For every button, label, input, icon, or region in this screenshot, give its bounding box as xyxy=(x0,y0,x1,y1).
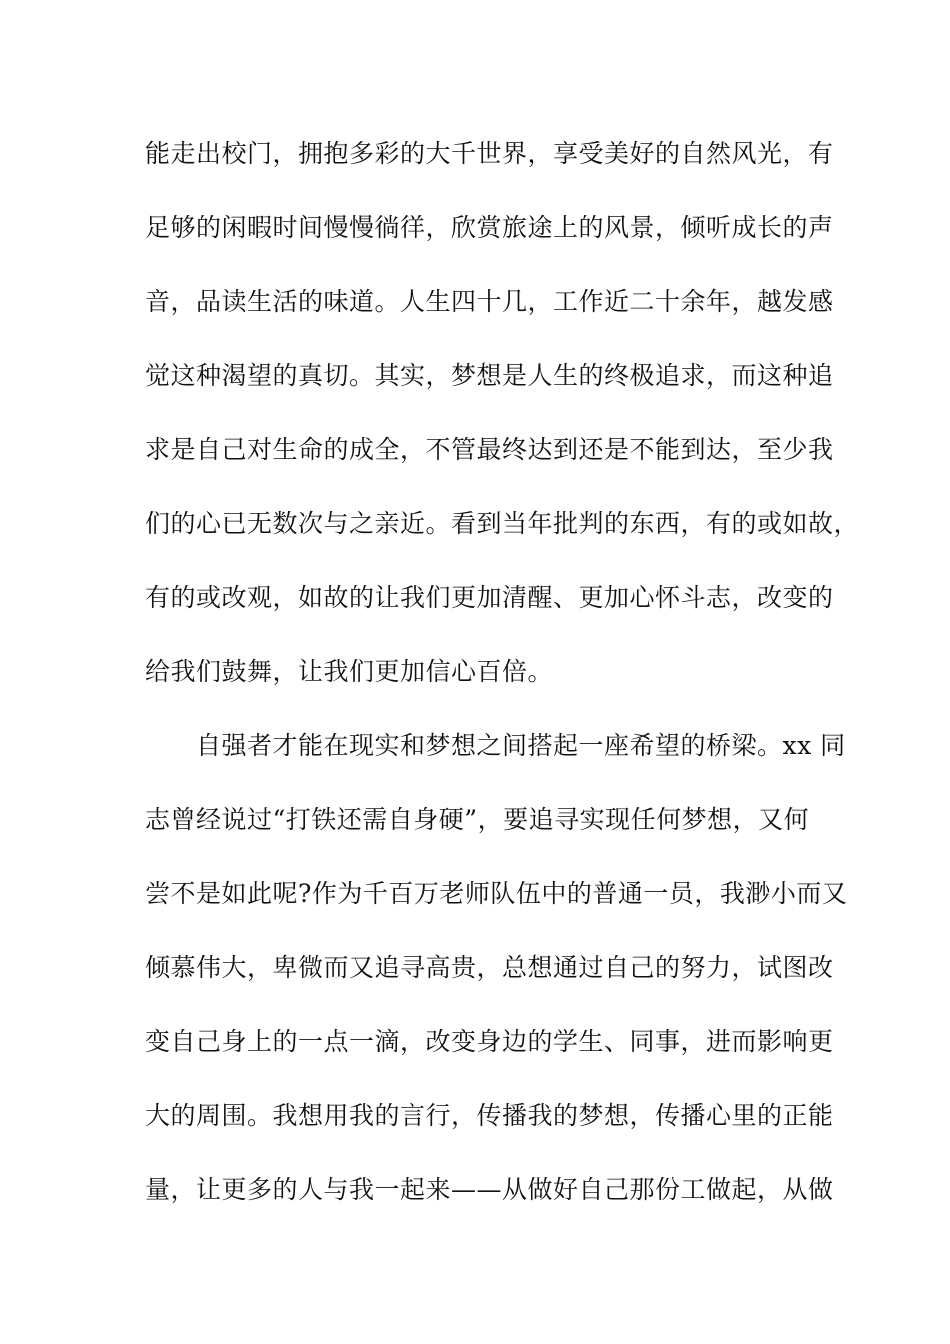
body-text xyxy=(145,132,860,1242)
text-line: 自强者才能在现实和梦想之间搭起一座希望的桥梁。xx 同 xyxy=(145,731,846,760)
text-line: 有的或改观，如故的让我们更加清醒、更加心怀斗志，改变的 xyxy=(145,583,834,612)
text-line: 量，让更多的人与我一起来——从做好自己那份工做起，从做 xyxy=(145,1175,834,1204)
text-line: 倾慕伟大，卑微而又追寻高贵，总想通过自己的努力，试图改 xyxy=(145,953,834,982)
text-line: 能走出校门，拥抱多彩的大千世界，享受美好的自然风光，有 xyxy=(145,139,834,168)
text-line: 求是自己对生命的成全，不管最终达到还是不能到达，至少我 xyxy=(145,435,834,464)
text-line: 尝不是如此呢?作为千百万老师队伍中的普通一员，我渺小而又 xyxy=(145,879,848,908)
text-line: 变自己身上的一点一滴，改变身边的学生、同事，进而影响更 xyxy=(145,1027,834,1056)
text-line: 足够的闲暇时间慢慢徜徉，欣赏旅途上的风景，倾听成长的声 xyxy=(145,213,834,242)
text-line: 志曾经说过“打铁还需自身硬”，要追寻实现任何梦想，又何 xyxy=(145,805,810,834)
text-line: 给我们鼓舞，让我们更加信心百倍。 xyxy=(145,657,554,686)
text-line: 觉这种渴望的真切。其实，梦想是人生的终极追求，而这种追 xyxy=(145,361,834,390)
text-line: 们的心已无数次与之亲近。看到当年批判的东西，有的或如故， xyxy=(145,509,860,538)
text-line: 大的周围。我想用我的言行，传播我的梦想，传播心里的正能 xyxy=(145,1101,834,1130)
text-line: 音，品读生活的味道。人生四十几，工作近二十余年，越发感 xyxy=(145,287,834,316)
